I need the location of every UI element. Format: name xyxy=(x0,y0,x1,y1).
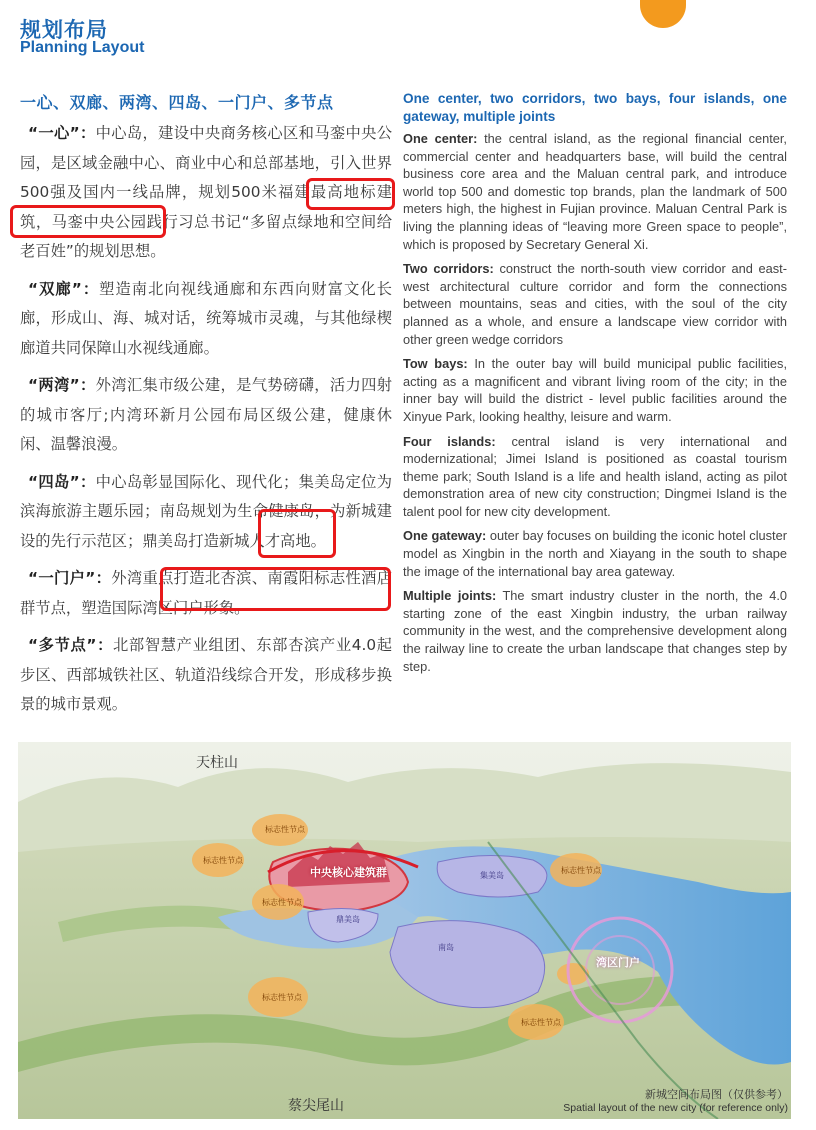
paragraph-text: 北部智慧产业组团、东部杏滨产业4.0起步区、西部城铁社区、轨道沿线综合开发，形成移步换景的城市景观。 xyxy=(20,636,393,713)
gateway-label: 湾区门户 xyxy=(596,956,640,969)
term-label: Four islands: xyxy=(403,433,496,449)
island-label-south: 南岛 xyxy=(438,943,454,952)
paragraph-text: 中心岛，建设中央商务核心区和马銮中央公园，是区域金融中心、商业中心和总部基地，引入世界500强及国内一线品牌，规划500米福建最高地标建筑，马銮中央公园践行习总书记“多留点绿地和空间给老百姓”的规划思想。 xyxy=(20,124,392,260)
chinese-column xyxy=(20,90,392,728)
island-label-jimei: 集美岛 xyxy=(480,871,504,880)
paragraph-one-gateway-cn xyxy=(20,564,392,623)
paragraph-four-islands-en xyxy=(403,433,787,521)
paragraph-text: In the outer bay will build municipal public facilities, acting as a magnificent and vibrant living room of the city; in the inner bay will build the district - level public facilities around the Xinyue Park, looking healthy, leisure and warm. xyxy=(403,356,787,424)
island-label-dingmei: 鼎美岛 xyxy=(336,915,360,924)
paragraph-two-corridors-cn xyxy=(20,275,392,364)
term-label: “一心”： xyxy=(28,124,96,142)
node-label: 标志性节点 xyxy=(521,1018,561,1027)
map-caption-en: Spatial layout of the new city (for reference only) xyxy=(563,1102,788,1114)
paragraph-text: construct the north-south view corridor and east-west architectural culture corridor and form the connections between mountains, seas and cities, with the soul of the city planned as a whole, and ensure a landscape view corridor with other green wedge corridors xyxy=(403,261,787,347)
term-label: Multiple joints: xyxy=(403,588,497,604)
term-label: Two corridors: xyxy=(403,261,494,277)
mountain-label-north: 天柱山 xyxy=(196,755,238,771)
node-label: 标志性节点 xyxy=(561,866,601,875)
paragraph-text: 外湾汇集市级公建，是气势磅礴，活力四射的城市客厅;内湾环新月公园布局区级公建，健康休闲、温馨浪漫。 xyxy=(20,376,392,453)
decorative-orange-tab xyxy=(640,0,686,28)
paragraph-two-bays-cn xyxy=(20,371,392,460)
page-title-en: Planning Layout xyxy=(20,39,145,56)
term-label: “一门户”： xyxy=(28,569,112,587)
node-label: 标志性节点 xyxy=(265,825,305,834)
term-label: One gateway: xyxy=(403,528,487,544)
paragraph-two-bays-en xyxy=(403,355,787,425)
spatial-layout-map xyxy=(18,742,791,1119)
section-heading-cn: 一心、双廊、两湾、四岛、一门户、多节点 xyxy=(20,93,334,112)
paragraph-text: 外湾重点打造北杏滨、南霞阳标志性酒店群节点，塑造国际湾区门户形象。 xyxy=(20,569,392,617)
term-label: “两湾”： xyxy=(28,376,96,394)
paragraph-text: outer bay focuses on building the iconic hotel cluster model as Xingbin in the north and Xiayang in the south to shape the image of the international bay area gateway. xyxy=(403,528,787,579)
mountain-label-south: 蔡尖尾山 xyxy=(288,1098,344,1114)
paragraph-text: 塑造南北向视线通廊和东西向财富文化长廊，形成山、海、城对话，统筹城市灵魂，与其他绿楔廊道共同保障山水视线通廊。 xyxy=(20,279,392,357)
paragraph-multiple-joints-cn xyxy=(20,631,392,720)
term-label: “双廊”： xyxy=(28,279,100,298)
map-caption xyxy=(563,1088,788,1115)
term-label: Tow bays: xyxy=(403,356,468,372)
node-label: 标志性节点 xyxy=(203,856,243,865)
section-heading-en: One center, two corridors, two bays, four islands, one gateway, multiple joints xyxy=(403,91,787,124)
paragraph-multiple-joints-en xyxy=(403,587,787,675)
english-column xyxy=(403,90,787,682)
paragraph-two-corridors-en xyxy=(403,260,787,348)
paragraph-text: 中心岛彰显国际化、现代化；集美岛定位为滨海旅游主题乐园；南岛规划为生命健康岛，为新城建设的先行示范区；鼎美岛打造新城人才高地。 xyxy=(20,472,392,550)
paragraph-one-center-en xyxy=(403,130,787,253)
paragraph-one-center-cn xyxy=(20,119,392,267)
term-label: “四岛”： xyxy=(28,472,96,491)
paragraph-text: the central island, as the regional financial center, commercial center and headquarters base, will build the central business core area and the Maluan central park, and introduce world top 500 and domestic top brands, plan the landmark of 500 meters high, the highest in Fujian province. Maluan Central Park is living the planning ideas of “leaving more Green space to people”, which is proposed by Secretary General Xi. xyxy=(403,131,787,252)
node-label: 标志性节点 xyxy=(262,993,302,1002)
paragraph-one-gateway-en xyxy=(403,527,787,580)
node-marker xyxy=(557,963,589,985)
paragraph-text: central island is very international and modernizational; Jimei Island is positioned as coastal tourism theme park; South Island is a life and health island, acting as pilot demonstration area of new city construction; Dingmei Island is the talent pool for new city development. xyxy=(403,433,788,519)
map-caption-cn: 新城空间布局图（仅供参考） xyxy=(645,1089,788,1101)
core-cluster-label: 中央核心建筑群 xyxy=(310,866,387,879)
term-label: “多节点”： xyxy=(28,636,114,654)
page-title-cn: 规划布局 xyxy=(20,18,108,42)
paragraph-text: The smart industry cluster in the north, the 4.0 starting zone of the east Xingbin industry, the urban railway community in the west, and the comprehensive development along the railway line to create the urban landscape that changes step by step. xyxy=(403,588,787,674)
node-label: 标志性节点 xyxy=(262,898,302,907)
term-label: One center: xyxy=(403,131,478,146)
paragraph-four-islands-cn xyxy=(20,468,392,557)
